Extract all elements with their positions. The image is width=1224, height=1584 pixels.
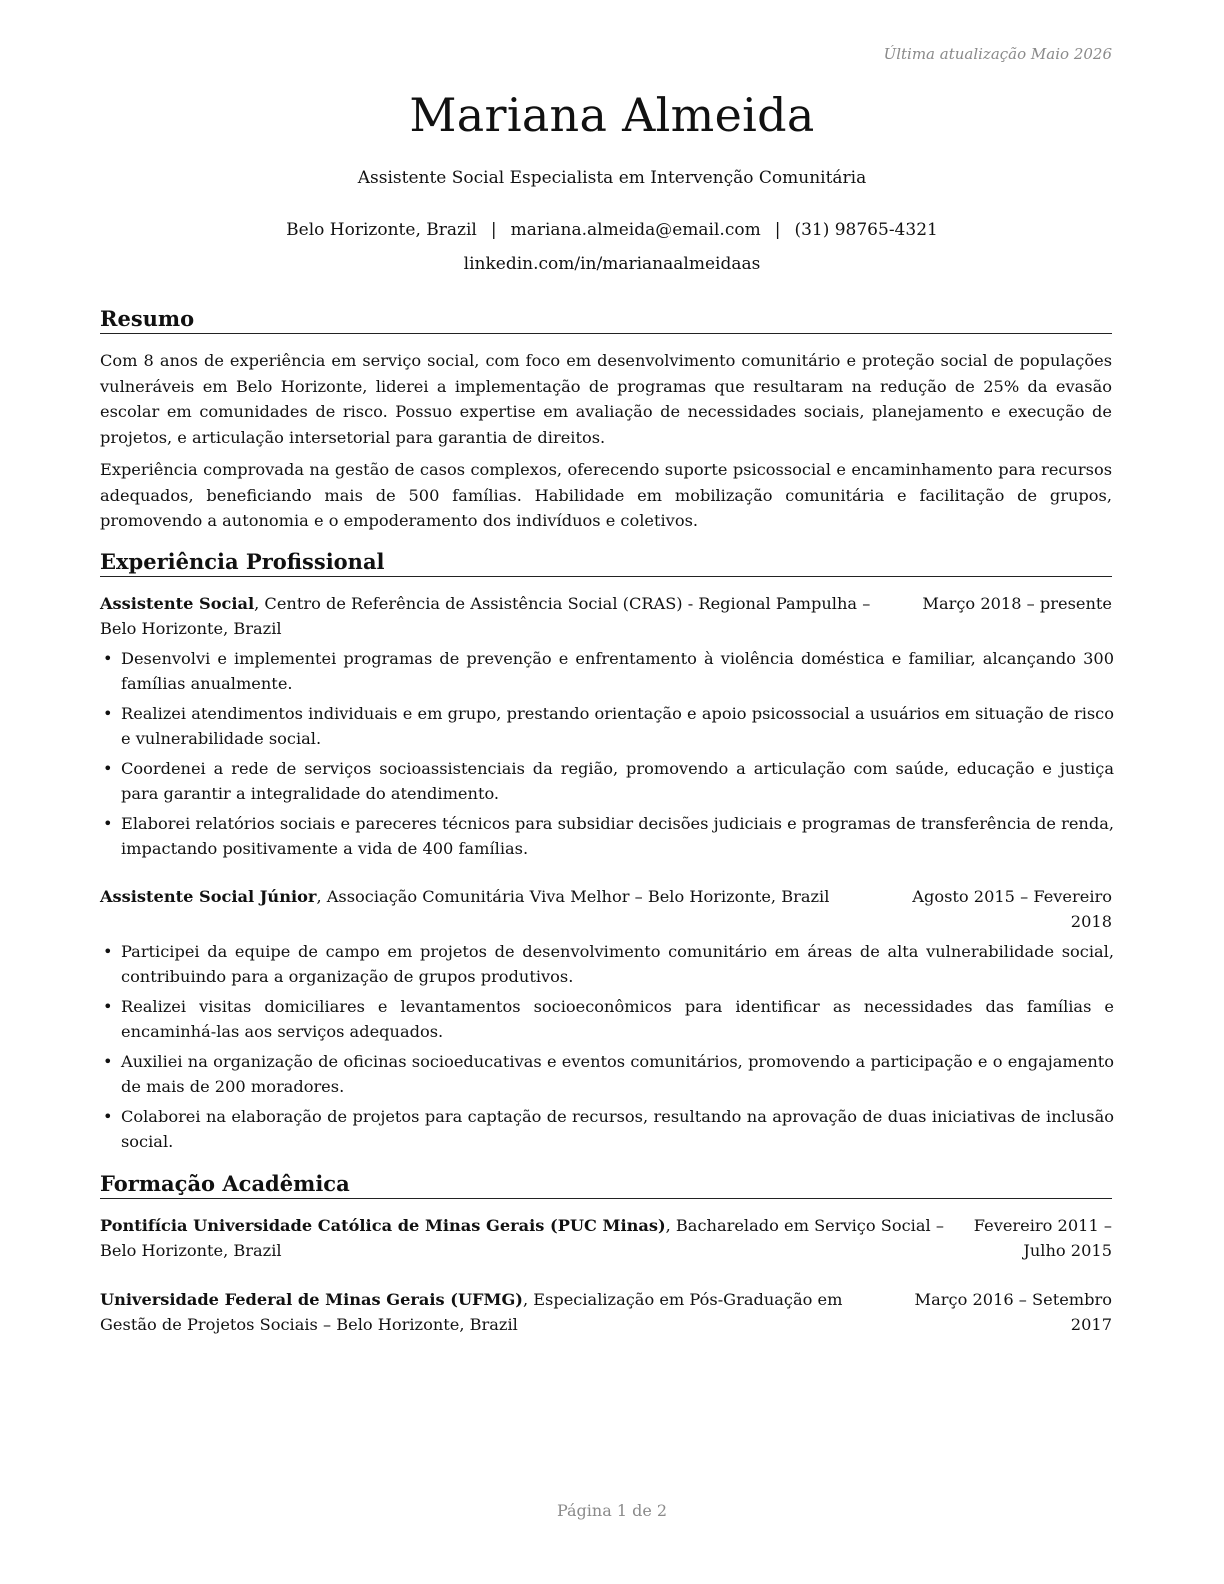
list-item: [100, 756, 1114, 806]
candidate-name: Mariana Almeida: [409, 88, 815, 142]
bullet-icon: •: [103, 704, 113, 723]
location: Belo Horizonte, Brazil: [286, 220, 477, 240]
list-item: [100, 811, 1114, 861]
bullet-text: Colaborei na elaboração de projetos para captação de recursos, resultando na aprovação de duas iniciativas de inclusão social.: [121, 1107, 1114, 1151]
bullet-icon: •: [103, 1052, 113, 1071]
job-bullets: [100, 939, 1114, 1159]
job-bullets: [100, 646, 1114, 866]
section-title-education: Formação Acadêmica: [100, 1171, 1112, 1199]
list-item: [100, 1104, 1114, 1154]
degree: , Bacharelado em Serviço Social – Belo Horizonte, Brazil: [100, 1216, 944, 1260]
section-title-summary: Resumo: [100, 306, 1112, 334]
job-header: [100, 591, 1112, 641]
job-role: Assistente Social Júnior: [100, 887, 317, 906]
page-number: Página 1 de 2: [556, 1501, 668, 1520]
institution: Universidade Federal de Minas Gerais (UFMG): [100, 1290, 523, 1309]
last-updated-note: Última atualização Maio 2026: [883, 45, 1112, 63]
bullet-text: Elaborei relatórios sociais e pareceres técnicos para subsidiar decisões judiciais e programas de transferência de renda, impactando positivamente a vida de 400 famílias.: [121, 814, 1114, 858]
list-item: [100, 939, 1114, 989]
bullet-text: Realizei visitas domiciliares e levantamentos socioeconômicos para identificar as necessidades das famílias e encaminhá-las aos serviços adequados.: [121, 997, 1114, 1041]
summary-paragraph: Experiência comprovada na gestão de casos complexos, oferecendo suporte psicossocial e encaminhamento para recursos adequados, beneficiando mais de 500 famílias. Habilidade em mobilização comunitária e facilitação de grupos, promovendo a autonomia e o empoderamento dos indivíduos e coletivos.: [100, 460, 1112, 530]
bullet-icon: •: [103, 814, 113, 833]
bullet-text: Auxiliei na organização de oficinas socioeducativas e eventos comunitários, promovendo a participação e o engajamento de mais de 200 moradores.: [121, 1052, 1114, 1096]
bullet-text: Coordenei a rede de serviços socioassistenciais da região, promovendo a articulação com saúde, educação e justiça para garantir a integralidade do atendimento.: [121, 759, 1114, 803]
job-organization: , Centro de Referência de Assistência Social (CRAS) - Regional Pampulha – Belo Horizonte, Brazil: [100, 594, 871, 638]
email-link[interactable]: mariana.almeida@email.com: [510, 220, 761, 240]
separator: |: [774, 220, 781, 240]
education-entry: [100, 1287, 1112, 1337]
section-title-experience: Experiência Profissional: [100, 549, 1112, 577]
bullet-text: Participei da equipe de campo em projetos de desenvolvimento comunitário em áreas de alta vulnerabilidade social, contribuindo para a organização de grupos produtivos.: [121, 942, 1114, 986]
education-dates: Março 2016 – Setembro 2017: [882, 1287, 1112, 1337]
linkedin-link[interactable]: linkedin.com/in/marianaalmeidaas: [463, 254, 761, 274]
education-entry: [100, 1213, 1112, 1263]
bullet-icon: •: [103, 1107, 113, 1126]
bullet-icon: •: [103, 942, 113, 961]
bullet-text: Realizei atendimentos individuais e em grupo, prestando orientação e apoio psicossocial a usuários em situação de risco e vulnerabilidade social.: [121, 704, 1114, 748]
job-organization: , Associação Comunitária Viva Melhor – Belo Horizonte, Brazil: [316, 887, 830, 906]
job-dates: Março 2018 – presente: [892, 591, 1112, 616]
list-item: [100, 994, 1114, 1044]
bullet-text: Desenvolvi e implementei programas de prevenção e enfrentamento à violência doméstica e familiar, alcançando 300 famílias anualmente.: [121, 649, 1114, 693]
job-role: Assistente Social: [100, 594, 255, 613]
contact-line: [0, 220, 1224, 240]
separator: |: [490, 220, 497, 240]
phone: (31) 98765-4321: [794, 220, 938, 240]
summary-paragraph: Com 8 anos de experiência em serviço social, com foco em desenvolvimento comunitário e proteção social de populações vulneráveis em Belo Horizonte, liderei a implementação de programas que resultaram na redução de 25% da evasão escolar em comunidades de risco. Possuo expertise em avaliação de necessidades sociais, planejamento e execução de projetos, e articulação intersetorial para garantia de direitos.: [100, 351, 1112, 447]
bullet-icon: •: [103, 997, 113, 1016]
institution: Pontifícia Universidade Católica de Minas Gerais (PUC Minas): [100, 1216, 666, 1235]
list-item: [100, 1049, 1114, 1099]
education-dates: Fevereiro 2011 – Julho 2015: [962, 1213, 1112, 1263]
job-dates: Agosto 2015 – Fevereiro 2018: [872, 884, 1112, 934]
degree: , Especialização em Pós-Graduação em Gestão de Projetos Sociais – Belo Horizonte, Brazil: [100, 1290, 843, 1334]
job-header: [100, 884, 1112, 931]
headline: Assistente Social Especialista em Intervenção Comunitária: [357, 168, 867, 188]
list-item: [100, 701, 1114, 751]
bullet-icon: •: [103, 649, 113, 668]
bullet-icon: •: [103, 759, 113, 778]
list-item: [100, 646, 1114, 696]
